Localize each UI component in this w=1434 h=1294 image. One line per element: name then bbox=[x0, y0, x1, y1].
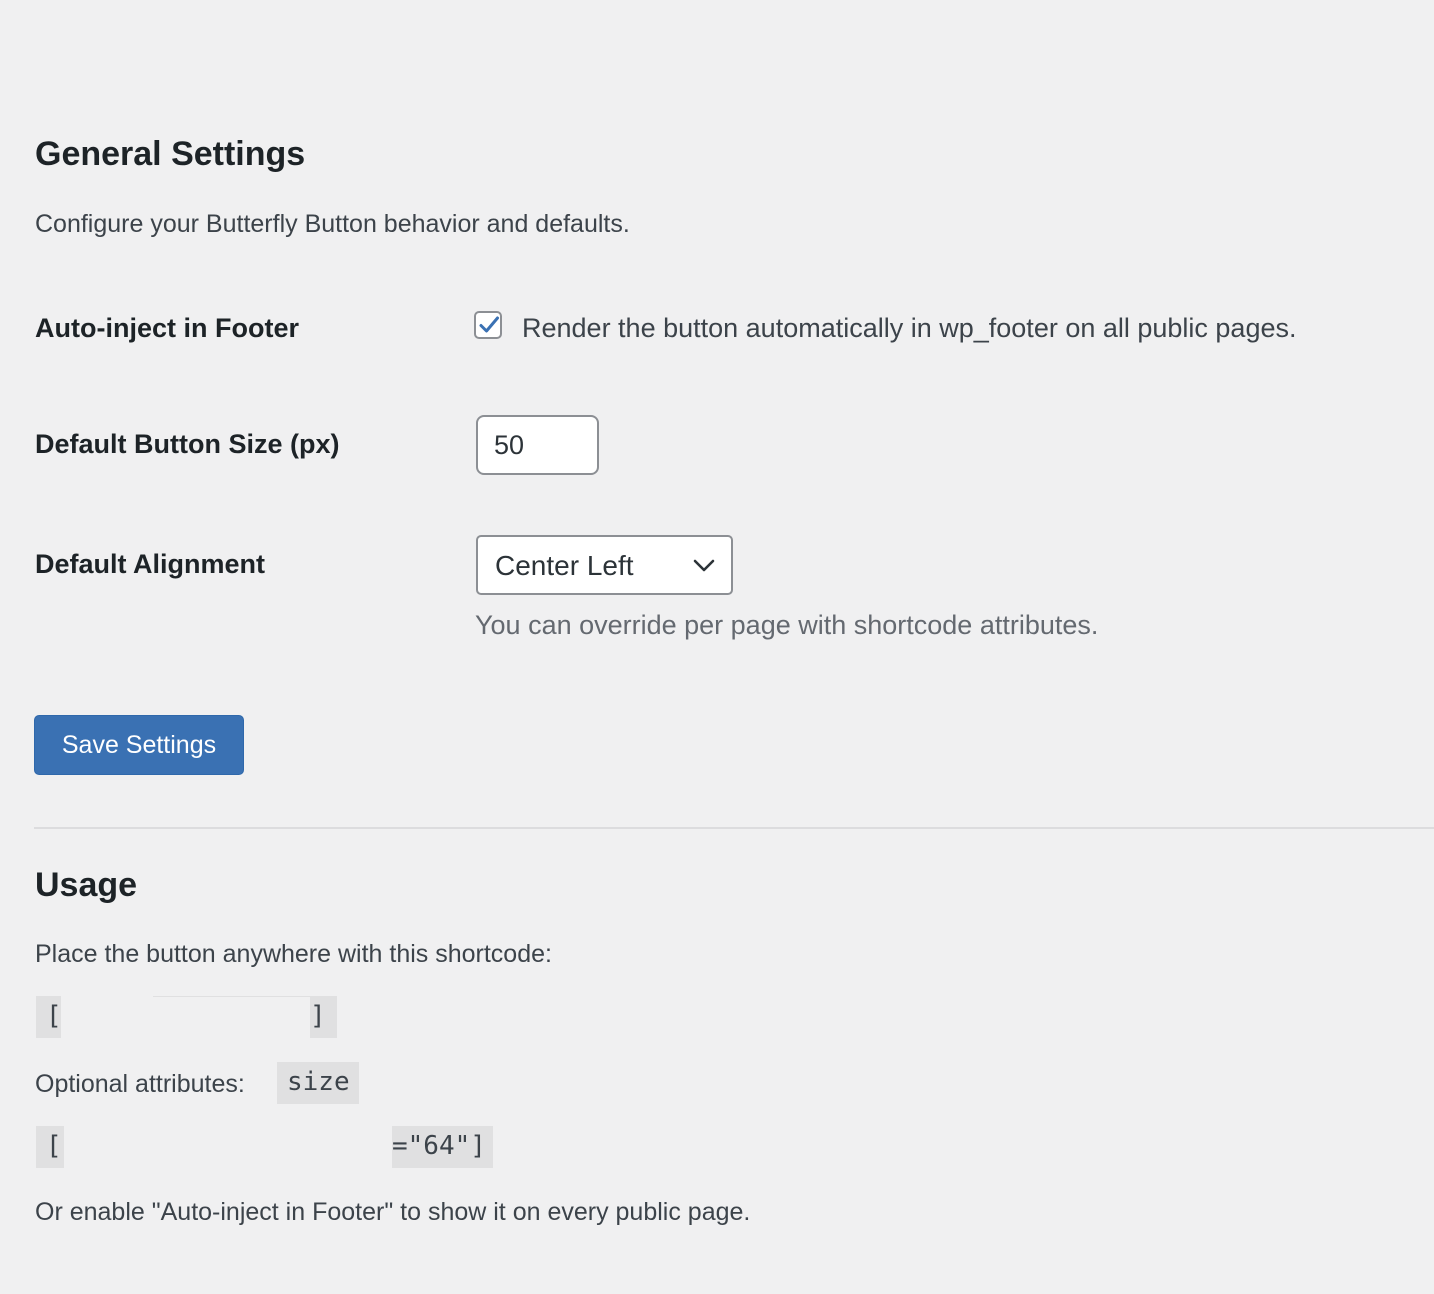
example-shortcode-tail: ="64"] bbox=[392, 1131, 486, 1161]
shortcode-mask bbox=[61, 997, 310, 1038]
alignment-select[interactable] bbox=[476, 535, 733, 595]
footer-note: Or enable "Auto-inject in Footer" to show it on every public page. bbox=[35, 1198, 751, 1226]
shortcode-code bbox=[36, 996, 337, 1038]
shortcode-open: [ bbox=[46, 1001, 62, 1031]
example-shortcode-code bbox=[36, 1126, 493, 1168]
chevron-down-icon bbox=[693, 559, 715, 573]
button-size-label: Default Button Size (px) bbox=[35, 429, 340, 459]
usage-intro: Place the button anywhere with this shortcode: bbox=[35, 940, 552, 968]
section-divider bbox=[34, 827, 1434, 829]
alignment-hint: You can override per page with shortcode attributes. bbox=[475, 610, 1099, 640]
shortcode-close: ] bbox=[310, 1001, 326, 1031]
optional-attributes-label: Optional attributes: bbox=[35, 1070, 245, 1098]
alignment-label: Default Alignment bbox=[35, 549, 266, 579]
alignment-selected-value: Center Left bbox=[495, 550, 634, 581]
auto-inject-checkbox-label[interactable]: Render the button automatically in wp_footer on all public pages. bbox=[522, 313, 1297, 343]
save-settings-button[interactable]: Save Settings bbox=[34, 715, 244, 775]
button-size-input[interactable] bbox=[476, 415, 599, 475]
example-shortcode-mask bbox=[64, 1126, 392, 1168]
general-settings-heading: General Settings bbox=[35, 135, 306, 173]
check-icon bbox=[477, 313, 501, 337]
example-shortcode-open: [ bbox=[46, 1131, 62, 1161]
auto-inject-checkbox[interactable] bbox=[474, 311, 502, 339]
general-settings-description: Configure your Butterfly Button behavior and defaults. bbox=[35, 210, 630, 238]
usage-heading: Usage bbox=[35, 866, 138, 904]
auto-inject-label: Auto-inject in Footer bbox=[35, 313, 299, 343]
optional-attribute-size: size bbox=[277, 1062, 359, 1104]
